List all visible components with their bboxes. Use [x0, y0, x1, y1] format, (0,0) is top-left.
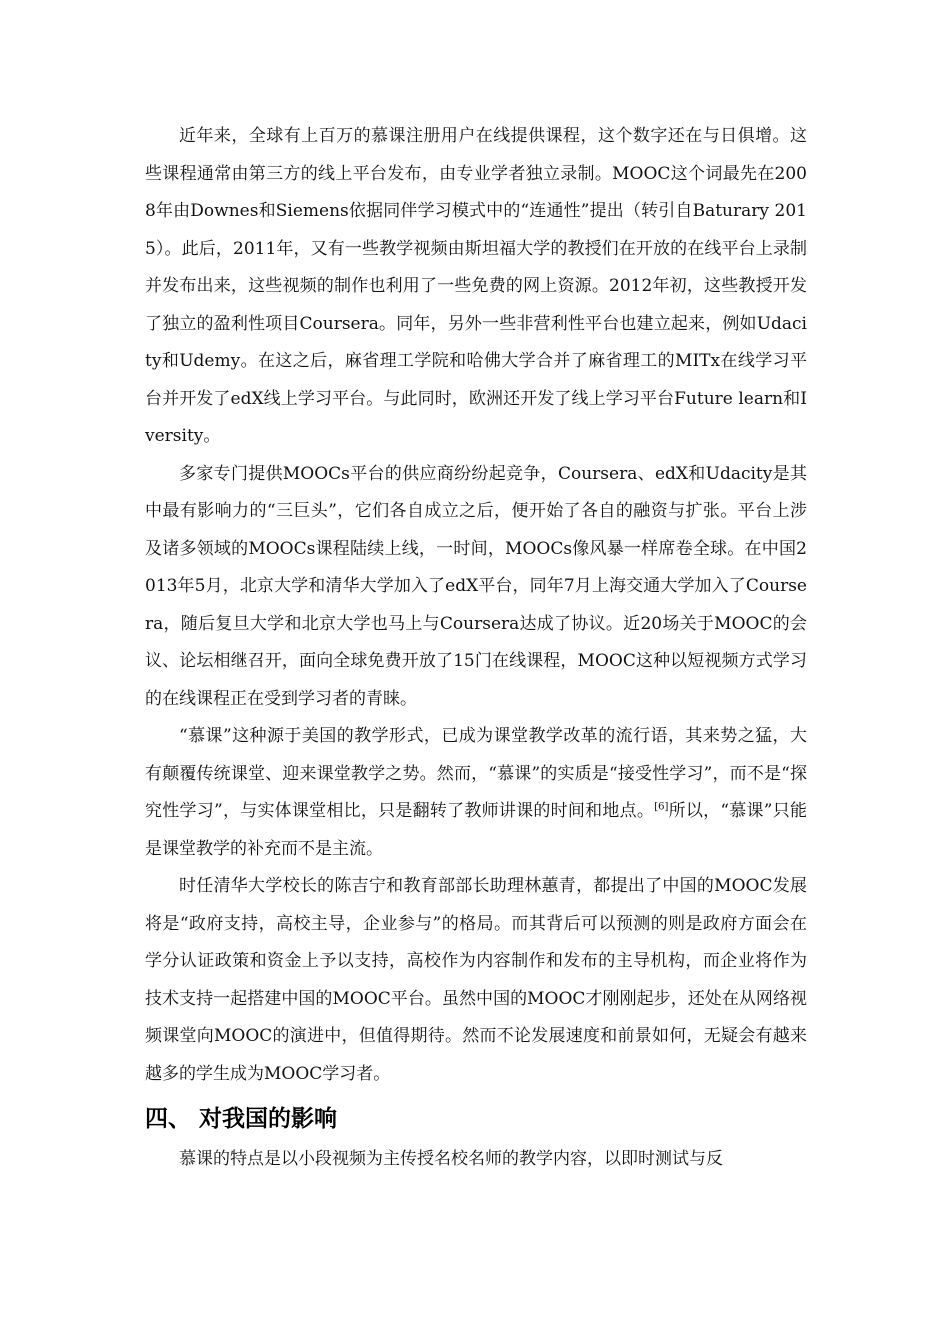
section-heading: 四、 对我国的影响 [145, 1106, 338, 1132]
paragraph-section-intro: 慕课的特点是以小段视频为主传授名校名师的教学内容，以即时测试与反 [179, 1149, 723, 1169]
document-page [145, 118, 807, 1179]
paragraph-mooc-nature-text: “慕课”这种源于美国的教学形式，已成为课堂教学改革的流行语，其来势之猛，大有颠覆传统课堂、迎来课堂教学之势。然而，“慕课”的实质是“接受性学习”，而不是“探究性学习”，与实体课堂相比，只是翻转了教师讲课的时间和地点。 [145, 726, 807, 821]
citation-marker: [6] [654, 801, 669, 813]
paragraph-mooc-history: 近年来，全球有上百万的慕课注册用户在线提供课程，这个数字还在与日俱增。这些课程通常由第三方的线上平台发布，由专业学者独立录制。MOOC这个词最先在2008年由Downes和Siemens依据同伴学习模式中的“连通性”提出（转引自Baturary 2015）。此后，2011年，又有一些教学视频由斯坦福大学的教授们在开放的在线平台上录制并发布出来，这些视频的制作也利用了一些免费的网上资源。2012年初，这些教授开发了独立的盈利性项目Coursera。同年，另外一些非营利性平台也建立起来，例如Udacity和Udemy。在这之后，麻省理工学院和哈佛大学合并了麻省理工的MITx在线学习平台并开发了edX线上学习平台。与此同时，欧洲还开发了线上学习平台Future learn和Iversity。 [145, 126, 807, 446]
paragraph-mooc-china: 时任清华大学校长的陈吉宁和教育部部长助理林蕙青，都提出了中国的MOOC发展将是“政府支持，高校主导，企业参与”的格局。而其背后可以预测的则是政府方面会在学分认证政策和资金上予以支持，高校作为内容制作和发布的主导机构，而企业将作为技术支持一起搭建中国的MOOC平台。虽然中国的MOOC才刚刚起步，还处在从网络视频课堂向MOOC的演进中，但值得期待。然而不论发展速度和前景如何，无疑会有越来越多的学生成为MOOC学习者。 [145, 876, 807, 1084]
paragraph-mooc-platforms: 多家专门提供MOOCs平台的供应商纷纷起竞争，Coursera、edX和Udacity是其中最有影响力的“三巨头”，它们各自成立之后，便开始了各自的融资与扩张。平台上涉及诸多领域的MOOCs课程陆续上线，一时间，MOOCs像风暴一样席卷全球。在中国2013年5月，北京大学和清华大学加入了edX平台，同年7月上海交通大学加入了Coursera，随后复旦大学和北京大学也马上与Coursera达成了协议。近20场关于MOOC的会议、论坛相继召开，面向全球免费开放了15门在线课程，MOOC这种以短视频方式学习的在线课程正在受到学习者的青睐。 [145, 463, 807, 709]
paragraph-mooc-nature [145, 718, 807, 868]
paragraph-mooc-nature-text-end: 所以，“慕课”只能是课堂教学的补充而不是主流。 [145, 801, 807, 859]
